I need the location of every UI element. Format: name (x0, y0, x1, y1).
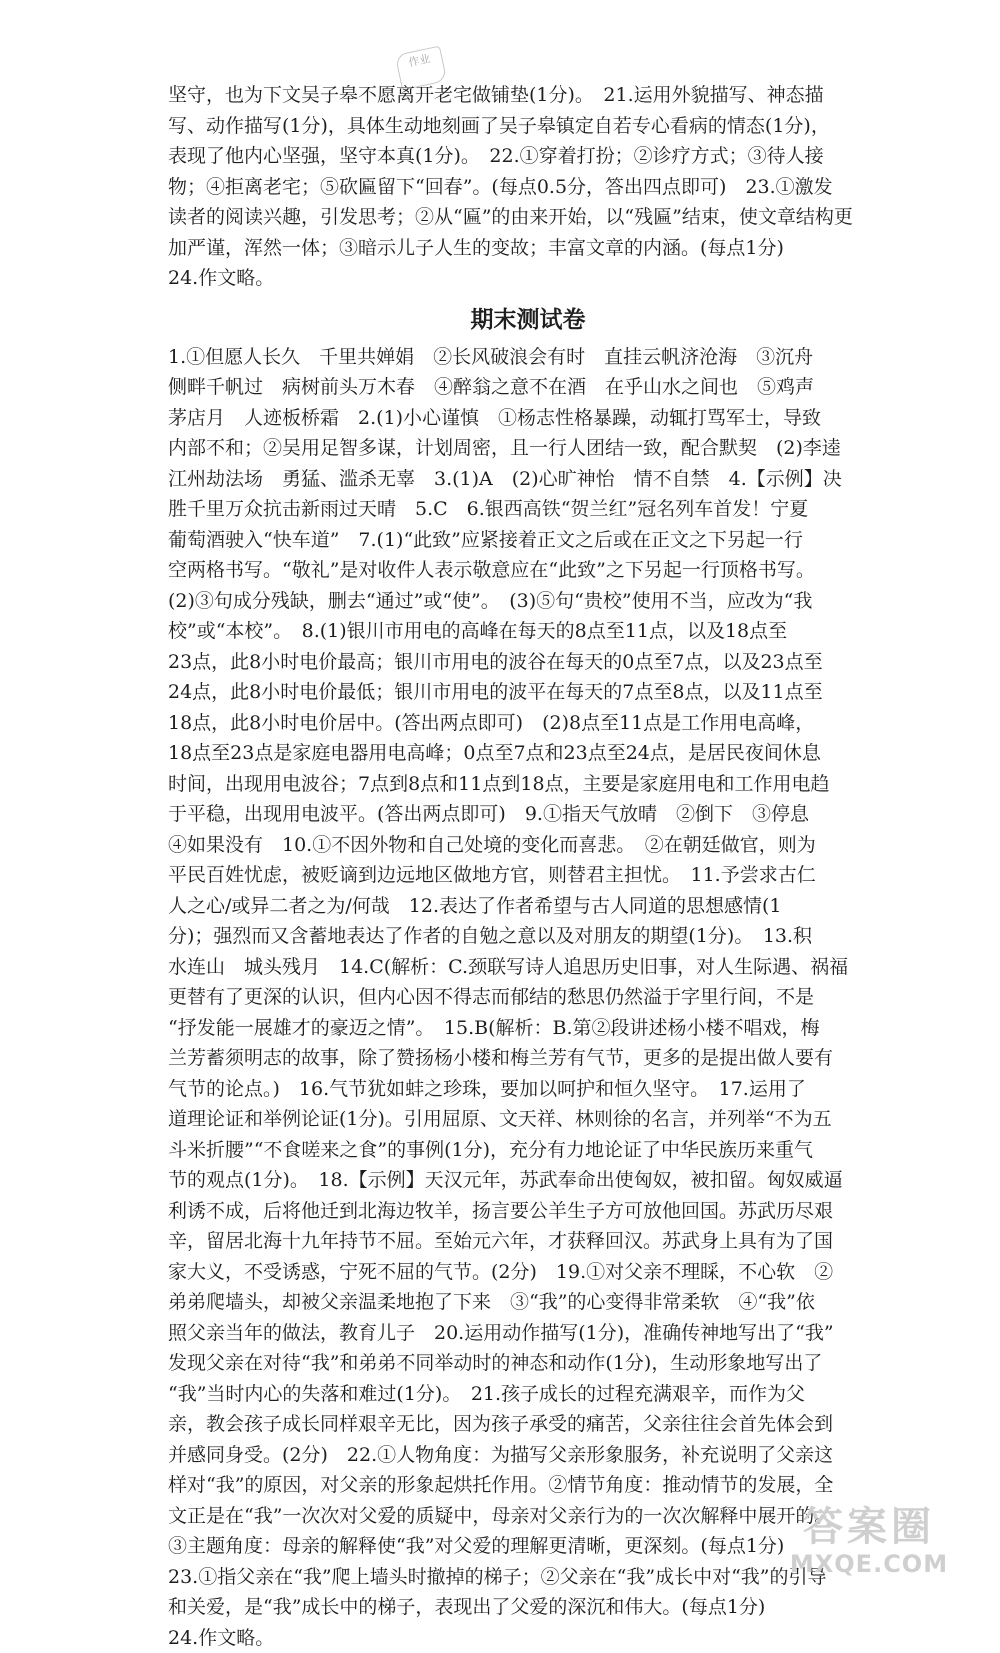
text-line: 并感同身受。(2分) 22.①人物角度：为描写父亲形象服务，补充说明了父亲这 (168, 1440, 888, 1471)
text-line: 平民百姓忧虑，被贬谪到边远地区做地方官，则替君主担忧。 11.予尝求古仁 (168, 860, 888, 891)
answer-page (168, 80, 888, 1653)
stamp-text: 作业 (407, 52, 431, 69)
previous-section-answers (168, 80, 888, 294)
text-line: 24.作文略。 (168, 263, 888, 294)
text-line: 茅店月 人迹板桥霜 2.(1)小心谨慎 ①杨志性格暴躁，动辄打骂军士，导致 (168, 403, 888, 434)
text-line: 1.①但愿人长久 千里共婵娟 ②长风破浪会有时 直挂云帆济沧海 ③沉舟 (168, 342, 888, 373)
text-line: 读者的阅读兴趣，引发思考；②从“匾”的由来开始，以“残匾”结束，使文章结构更 (168, 202, 888, 233)
text-line: 坚守，也为下文吴子皋不愿离开老宅做铺垫(1分)。 21.运用外貌描写、神态描 (168, 80, 888, 111)
text-line: 发现父亲在对待“我”和弟弟不同举动时的神态和动作(1分)，生动形象地写出了 (168, 1348, 888, 1379)
text-line: 空两格书写。“敬礼”是对收件人表示敬意应在“此致”之下另起一行顶格书写。 (168, 555, 888, 586)
text-line: 文正是在“我”一次次对父爱的质疑中，母亲对父亲行为的一次次解释中展开的。 (168, 1501, 888, 1532)
final-exam-answers (168, 342, 888, 1653)
text-line: 24.作文略。 (168, 1623, 888, 1653)
text-line: 照父亲当年的做法，教育儿子 20.运用动作描写(1分)，准确传神地写出了“我” (168, 1318, 888, 1349)
text-line: 节的观点(1分)。 18.【示例】天汉元年，苏武奉命出使匈奴，被扣留。匈奴威逼 (168, 1165, 888, 1196)
text-line: 校”或“本校”。 8.(1)银川市用电的高峰在每天的8点至11点，以及18点至 (168, 616, 888, 647)
text-line: 分)；强烈而又含蓄地表达了作者的自勉之意以及对朋友的期望(1分)。 13.积 (168, 921, 888, 952)
text-line: 人之心/或异二者之为/何哉 12.表达了作者希望与古人同道的思想感情(1 (168, 891, 888, 922)
text-line: 亲，教会孩子成长同样艰辛无比，因为孩子承受的痛苦，父亲往往会首先体会到 (168, 1409, 888, 1440)
text-line: 弟弟爬墙头，却被父亲温柔地抱了下来 ③“我”的心变得非常柔软 ④“我”依 (168, 1287, 888, 1318)
site-watermark (764, 1504, 974, 1578)
text-line: 加严谨，浑然一体；③暗示儿子人生的变故；丰富文章的内涵。(每点1分) (168, 233, 888, 264)
text-line: 时间，出现用电波谷；7点到8点和11点到18点，主要是家庭用电和工作用电趋 (168, 769, 888, 800)
watermark-logo: 答案圈 (764, 1504, 974, 1550)
text-line: (2)③句成分残缺，删去“通过”或“使”。 (3)⑤句“贵校”使用不当，应改为“我 (168, 586, 888, 617)
text-line: 水连山 城头残月 14.C(解析：C.颈联写诗人追思历史旧事，对人生际遇、祸福 (168, 952, 888, 983)
section-title: 期末测试卷 (168, 300, 888, 340)
text-line: 侧畔千帆过 病树前头万木春 ④醉翁之意不在酒 在乎山水之间也 ⑤鸡声 (168, 372, 888, 403)
text-line: 内部不和；②吴用足智多谋，计划周密，且一行人团结一致，配合默契 (2)李逵 (168, 433, 888, 464)
text-line: 23点，此8小时电价最高；银川市用电的波谷在每天的0点至7点，以及23点至 (168, 647, 888, 678)
text-line: “抒发能一展雄才的豪迈之情”。 15.B(解析：B.第②段讲述杨小楼不唱戏，梅 (168, 1013, 888, 1044)
text-line: 辛，留居北海十九年持节不屈。至始元六年，才获释回汉。苏武身上具有为了国 (168, 1226, 888, 1257)
text-line: 江州劫法场 勇猛、滥杀无辜 3.(1)A (2)心旷神怡 情不自禁 4.【示例】决 (168, 464, 888, 495)
text-line: 和关爱，是“我”成长中的梯子，表现出了父爱的深沉和伟大。(每点1分) (168, 1592, 888, 1623)
text-line: ③主题角度：母亲的解释使“我”对父爱的理解更清晰，更深刻。(每点1分) (168, 1531, 888, 1562)
text-line: 道理论证和举例论证(1分)。引用屈原、文天祥、林则徐的名言，并列举“不为五 (168, 1104, 888, 1135)
text-line: 表现了他内心坚强，坚守本真(1分)。 22.①穿着打扮；②诊疗方式；③待人接 (168, 141, 888, 172)
text-line: 18点，此8小时电价居中。(答出两点即可) (2)8点至11点是工作用电高峰， (168, 708, 888, 739)
text-line: 家大义，不受诱惑，宁死不屈的气节。(2分) 19.①对父亲不理睬，不心软 ② (168, 1257, 888, 1288)
text-line: 于平稳，出现用电波平。(答出两点即可) 9.①指天气放晴 ②倒下 ③停息 (168, 799, 888, 830)
text-line: 样对“我”的原因，对父亲的形象起烘托作用。②情节角度：推动情节的发展，全 (168, 1470, 888, 1501)
text-line: “我”当时内心的失落和难过(1分)。 21.孩子成长的过程充满艰辛，而作为父 (168, 1379, 888, 1410)
text-line: ④如果没有 10.①不因外物和自己处境的变化而喜悲。 ②在朝廷做官，则为 (168, 830, 888, 861)
text-line: 23.①指父亲在“我”爬上墙头时撤掉的梯子；②父亲在“我”成长中对“我”的引导 (168, 1562, 888, 1593)
text-line: 胜千里万众抗击新雨过天晴 5.C 6.银西高铁“贺兰红”冠名列车首发！宁夏 (168, 494, 888, 525)
text-line: 更替有了更深的认识，但内心因不得志而郁结的愁思仍然溢于字里行间，不是 (168, 982, 888, 1013)
text-line: 18点至23点是家庭电器用电高峰；0点至7点和23点至24点，是居民夜间休息 (168, 738, 888, 769)
text-line: 24点，此8小时电价最低；银川市用电的波平在每天的7点至8点，以及11点至 (168, 677, 888, 708)
text-line: 兰芳蓄须明志的故事，除了赞扬杨小楼和梅兰芳有气节，更多的是提出做人要有 (168, 1043, 888, 1074)
text-line: 气节的论点。) 16.气节犹如蚌之珍珠，要加以呵护和恒久坚守。 17.运用了 (168, 1074, 888, 1105)
text-line: 写、动作描写(1分)，具体生动地刻画了吴子皋镇定自若专心看病的情态(1分)， (168, 111, 888, 142)
text-line: 利诱不成，后将他迁到北海边牧羊，扬言要公羊生子方可放他回国。苏武历尽艰 (168, 1196, 888, 1227)
watermark-url: MXQE.COM (764, 1550, 974, 1578)
text-line: 物；④拒离老宅；⑤砍匾留下“回春”。(每点0.5分，答出四点即可) 23.①激发 (168, 172, 888, 203)
text-line: 斗米折腰”“不食嗟来之食”的事例(1分)，充分有力地论证了中华民族历来重气 (168, 1135, 888, 1166)
text-line: 葡萄酒驶入“快车道” 7.(1)“此致”应紧接着正文之后或在正文之下另起一行 (168, 525, 888, 556)
